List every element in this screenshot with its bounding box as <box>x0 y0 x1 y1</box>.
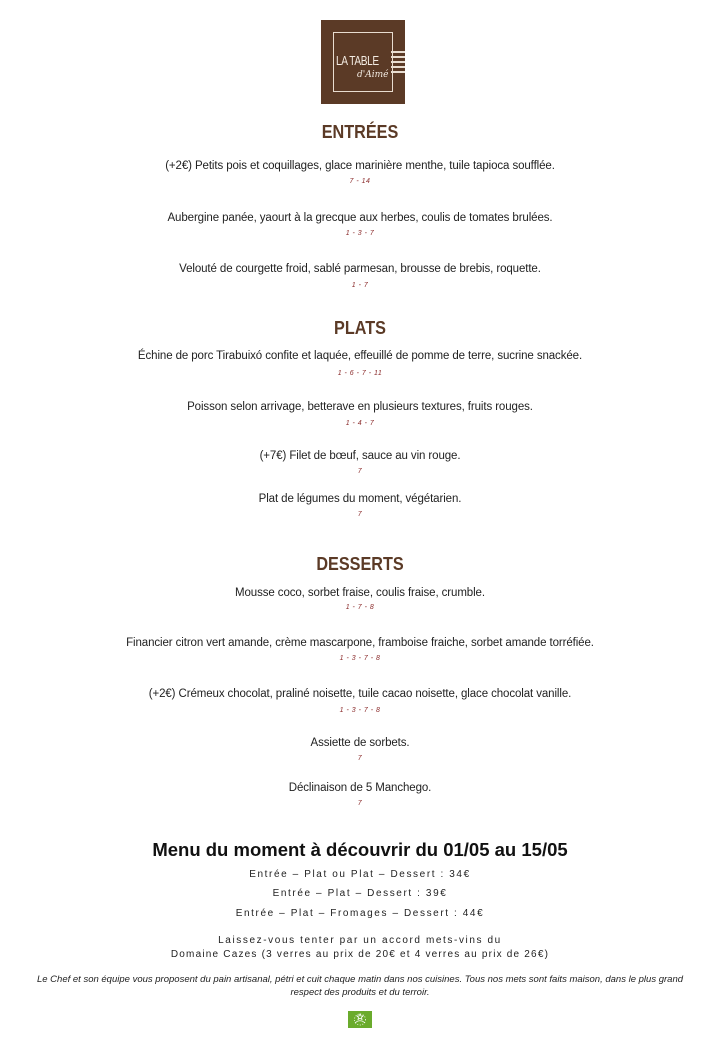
allergens-plat-1: 1 - 6 - 7 - 11 <box>337 370 383 377</box>
allergens-plat-3: 7 <box>357 468 363 475</box>
dish-dessert-1: Mousse coco, sorbet fraise, coulis fraise, crumble. <box>235 587 485 599</box>
menu-du-moment-title: Menu du moment à découvrir du 01/05 au 15/05 <box>152 839 568 860</box>
formula-2: Entrée – Plat – Dessert : 39€ <box>272 888 448 899</box>
dish-dessert-4: Assiette de sorbets. <box>310 737 410 749</box>
allergens-dessert-2: 1 - 3 - 7 - 8 <box>339 655 381 662</box>
wine-pairing-line-2: Domaine Cazes (3 verres au prix de 20€ et 4 verres au prix de 26€) <box>170 949 550 960</box>
dish-plat-3: (+7€) Filet de bœuf, sauce au vin rouge. <box>259 450 461 462</box>
dish-entree-3: Velouté de courgette froid, sablé parmesan, brousse de brebis, roquette. <box>179 263 541 275</box>
dish-entree-1: (+2€) Petits pois et coquillages, glace marinière menthe, tuile tapioca soufflée. <box>165 160 555 172</box>
logo-script: d'Aimé <box>357 70 389 80</box>
dish-plat-1: Échine de porc Tirabuixó confite et laquée, effeuillé de pomme de terre, sucrine snackée. <box>137 350 583 362</box>
organic-leaf-icon <box>348 1011 372 1028</box>
formula-3: Entrée – Plat – Fromages – Dessert : 44€ <box>235 908 485 919</box>
dish-dessert-2: Financier citron vert amande, crème mascarpone, framboise fraiche, sorbet amande torréfiée. <box>126 637 594 649</box>
formula-1: Entrée – Plat ou Plat – Dessert : 34€ <box>249 869 471 880</box>
allergens-dessert-5: 7 <box>357 800 363 807</box>
allergens-plat-2: 1 - 4 - 7 <box>345 420 375 427</box>
dish-dessert-3: (+2€) Crémeux chocolat, praliné noisette, tuile cacao noisette, glace chocolat vanille. <box>148 688 572 700</box>
allergens-dessert-3: 1 - 3 - 7 - 8 <box>339 707 381 714</box>
allergens-entree-3: 1 - 7 <box>351 282 369 289</box>
dish-plat-2: Poisson selon arrivage, betterave en plusieurs textures, fruits rouges. <box>187 401 533 413</box>
allergens-plat-4: 7 <box>357 511 363 518</box>
dish-dessert-5: Déclinaison de 5 Manchego. <box>288 782 432 794</box>
restaurant-logo <box>321 20 405 104</box>
wine-pairing-line-1: Laissez-vous tenter par un accord mets-vins du <box>218 935 502 946</box>
allergens-dessert-4: 7 <box>357 755 363 762</box>
allergens-dessert-1: 1 - 7 - 8 <box>345 604 375 611</box>
chef-note: Le Chef et son équipe vous proposent du pain artisanal, pétri et cuit chaque matin dans nos cuisines. Tous nos mets sont faits maison, dans le plus grand respect des produits et du terroir. <box>36 974 684 998</box>
logo-bars <box>391 51 405 76</box>
dish-entree-2: Aubergine panée, yaourt à la grecque aux herbes, coulis de tomates brulées. <box>167 212 553 224</box>
allergens-entree-1: 7 - 14 <box>349 178 371 185</box>
section-title-plats: PLATS <box>334 318 386 338</box>
allergens-entree-2: 1 - 3 - 7 <box>345 230 375 237</box>
section-title-entrees: ENTRÉES <box>321 122 399 142</box>
dish-plat-4: Plat de légumes du moment, végétarien. <box>258 493 462 505</box>
section-title-desserts: DESSERTS <box>316 554 404 574</box>
logo-name: LA TABLE <box>336 53 379 68</box>
